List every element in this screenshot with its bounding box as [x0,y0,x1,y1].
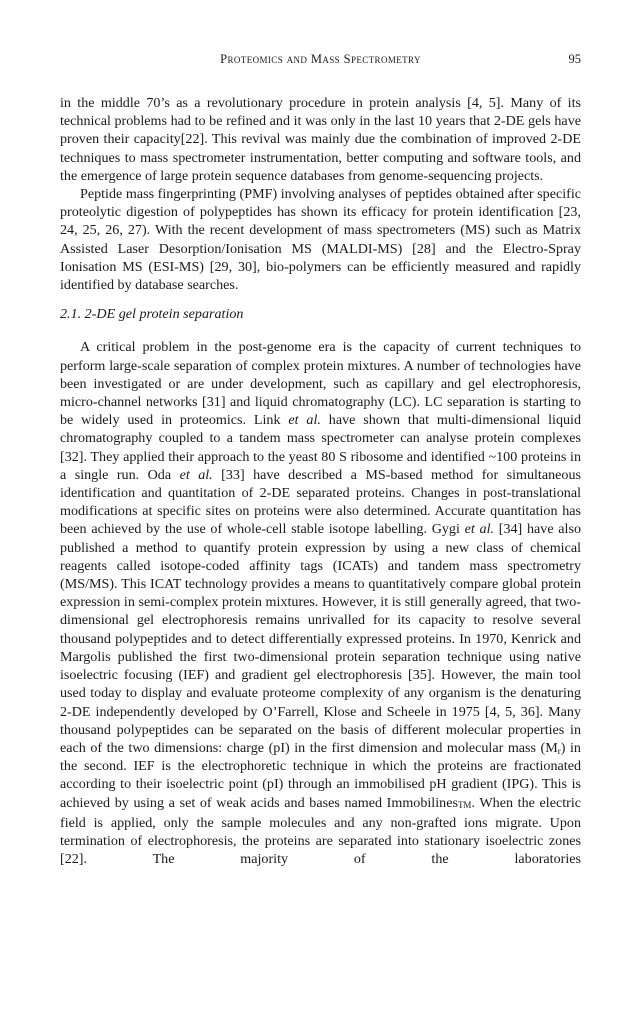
paragraph-3-part-a: A critical problem in the post-genome era is the capacity of current techniques to perform large-scale separation of complex protein mixtures. A number of technologies have been investigated or are under development, such as capillary and gel electrophoresis, micro-channel networks [31] and liquid chromatography (LC). LC separation is starting to be widely used in proteomics. Link [60,339,581,429]
paragraph-2: Peptide mass fingerprinting (PMF) involving analyses of peptides obtained after specific proteolytic digestion of polypeptides has shown its efficacy for protein identification [23, 24, 25, 26, 27). With the recent development of mass spectrometers (MS) such as Matrix Assisted Laser Desorption/Ionisation MS (MALDI-MS) [28] and the Electro-Spray Ionisation MS (ESI-MS) [29, 30], bio-polymers can be efficiently measured and rapidly identified by database searches. [60,186,581,294]
paragraph-3-part-c: [33] have described a MS-based method for simultaneous identification and quantitation of 2-DE separated proteins. Changes in post-translational modifications at specific sites on proteins were also determined. Accurate quantitation has been achieved by the use of whole-cell stable isotope labelling. Gygi [60,466,581,538]
et-al-3: et al. [464,521,495,538]
page-number: 95 [568,52,581,66]
body-text [60,94,581,868]
subscript-r: r [557,745,561,756]
paragraph-3-part-b: have shown that multi-dimensional liquid chromatography coupled to a tandem mass spectrometer can analyse protein complexes [32]. They applied their approach to the yeast 80 S ribosome and identified ~100 proteins in a single run. Oda [60,412,581,483]
paragraph-3-part-d: [34] have also published a method to quantify protein expression by using a new class of chemical reagents called isotope-coded affinity tags (ICATs) and tandem mass spectrometry (MS/MS). This ICAT technology provides a means to quantitatively compare global protein expression in semi-complex protein mixtures. However, it is still generally agreed, that two-dimensional gel electrophoresis remains unrivalled for its capacity to resolve several thousand polypeptides and to detect differentially expressed proteins. In 1970, Kenrick and Margolis published the first two-dimensional protein separation technique using native isoelectric focusing (IEF) and gradient gel electrophoresis [35]. However, the main tool used today to display and evaluate proteome complexity of any organism is the denaturing 2-DE independently developed by O’Farrell, Klose and Scheele in 1975 [4, 5, 36]. Many thousand polypeptides can be separated on the basis of different molecular properties in each of the two dimensions: charge (pI) in the first dimension and molecular mass (M [60,521,582,756]
et-al-2: et al. [179,466,213,483]
trademark-mark: TM [457,799,472,810]
paragraph-1: in the middle 70’s as a revolutionary procedure in protein analysis [4, 5]. Many of its technical problems had to be refined and it was only in the last 10 years that 2-DE gels have proven their capacity[22]. This revival was mainly due the combination of improved 2-DE techniques to mass spectrometer instrumentation, better computing and software tools, and the emergence of large protein sequence databases from genome-sequencing projects. [60,95,581,184]
paragraph-3-part-f: . When the electric field is applied, only the sample molecules and any non-grafted ions migrate. Upon termination of electrophoresis, the proteins are separated into stationary isoelectric zones [22]. The majority of the laboratories [60,794,581,868]
running-title: Proteomics and Mass Spectrometry [220,52,421,66]
paragraph-3-part-e: ) in the second. IEF is the electrophoretic technique in which the proteins are fractionated according to their isoelectric point (pI) through an immobilised pH gradient (IPG). This is achieved by using a set of weak acids and bases named Immobilines [60,739,581,811]
page [60,52,581,868]
paragraph-3 [60,338,581,868]
et-al-1: et al. [288,412,321,429]
section-heading: 2.1. 2-DE gel protein separation [60,306,244,323]
page-header [60,52,581,74]
